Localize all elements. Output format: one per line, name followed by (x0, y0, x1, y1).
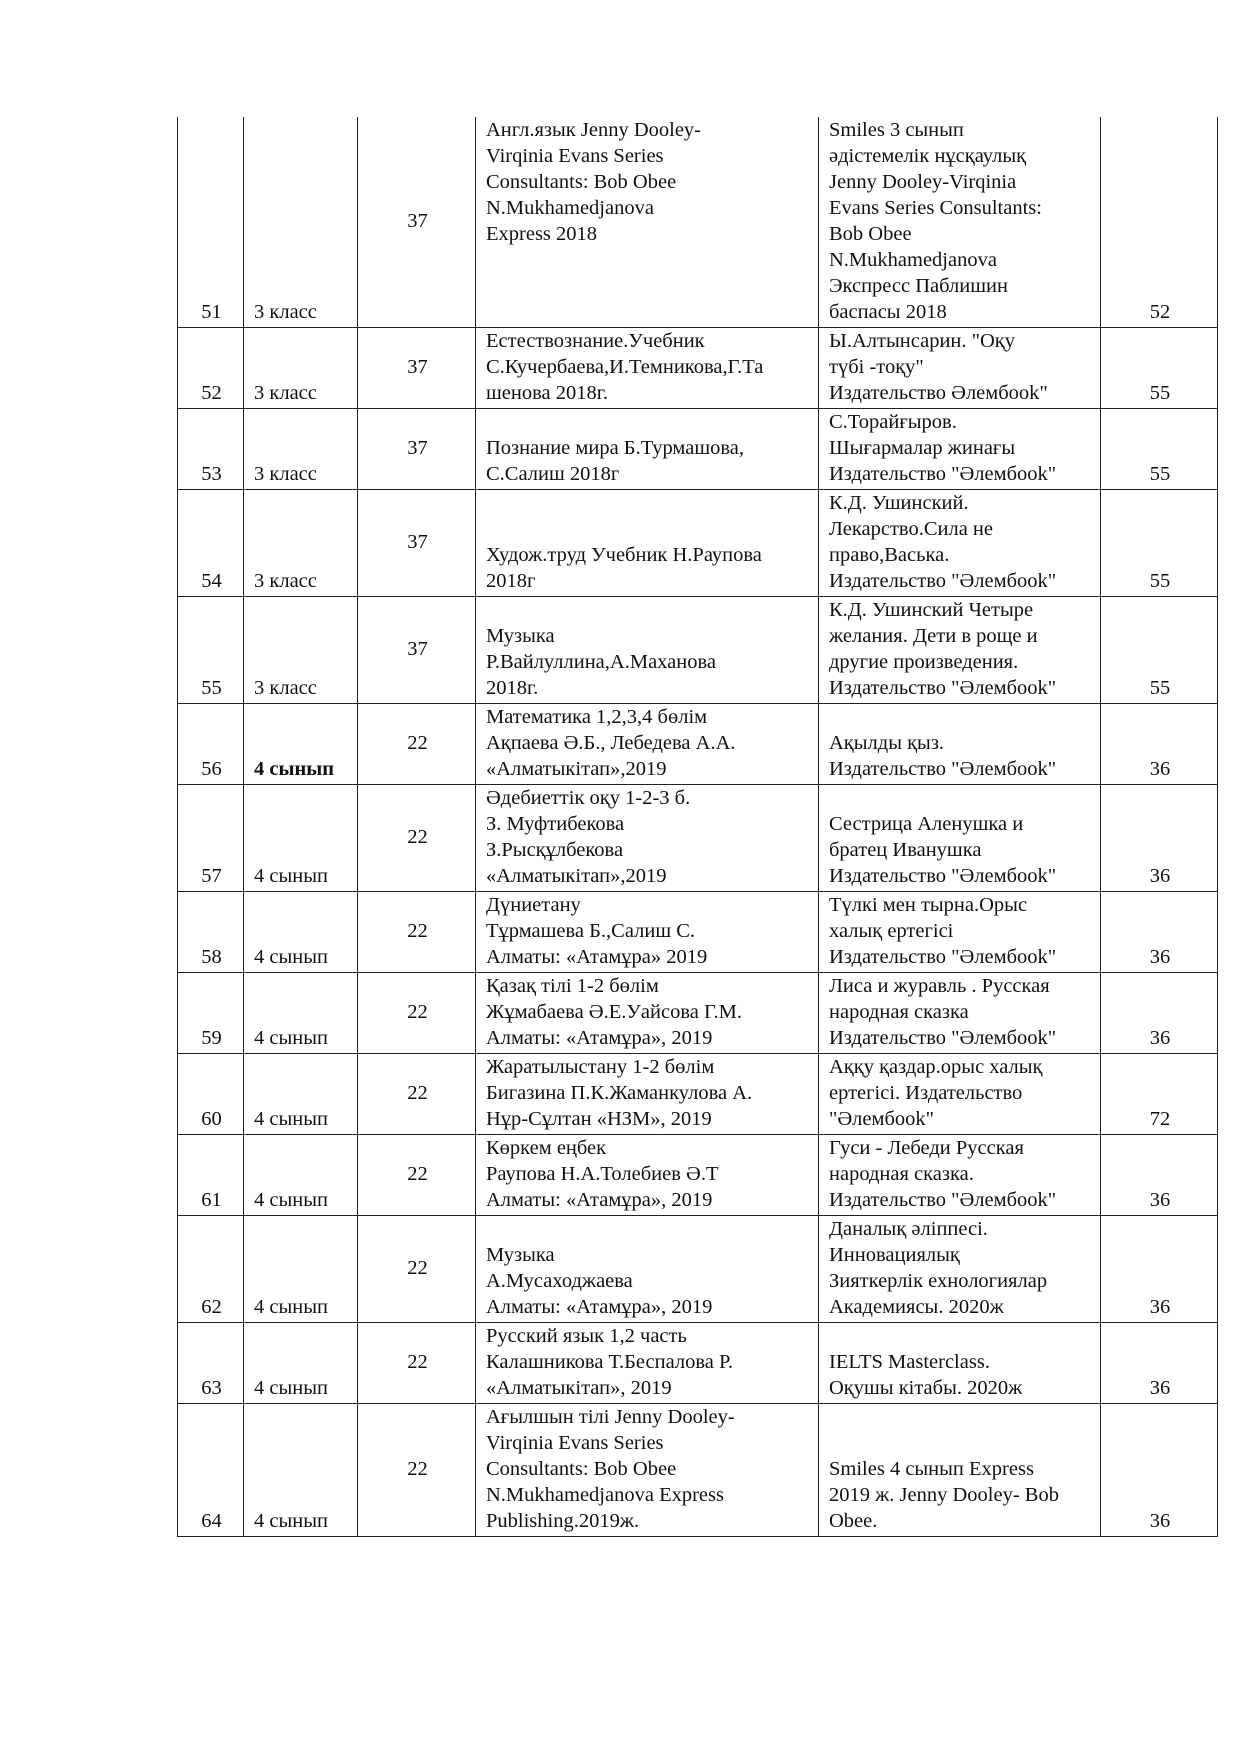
textbook-cell (476, 1404, 819, 1537)
table-row (178, 490, 1218, 597)
reading-book-cell-text: К.Д. Ушинский Четыре желания. Дети в роще и другие произведения. Издательство "Әлембook" (829, 599, 1057, 699)
quantity-cell-text: 22 (407, 1351, 428, 1373)
grade-cell (244, 409, 358, 490)
row-number-text: 52 (201, 382, 222, 404)
textbook-cell (476, 892, 819, 973)
textbook-cell (476, 704, 819, 785)
textbook-cell-text: Музыка Р.Вайлуллина,А.Маханова 2018г. (486, 625, 716, 699)
table-row (178, 1054, 1218, 1135)
grade-cell-text: 4 сынып (254, 946, 328, 968)
reading-book-cell-text: Даналық әліппесі. Инновациялық Зияткерлік ехнологиялар Академиясы. 2020ж (829, 1218, 1048, 1318)
quantity-cell-text: 37 (407, 638, 428, 660)
reading-book-cell-text: Сестрица Аленушка и братец Иванушка Издательство "Әлембook" (829, 813, 1057, 887)
total-cell (1101, 1323, 1218, 1404)
grade-cell-text: 4 сынып (254, 865, 328, 887)
reading-book-cell-text: Ақылды қыз. Издательство "Әлембook" (829, 732, 1057, 780)
textbook-cell (476, 785, 819, 892)
quantity-cell-text: 22 (407, 1001, 428, 1023)
textbook-cell (476, 1323, 819, 1404)
grade-cell-text: 3 класс (254, 677, 317, 699)
quantity-cell (358, 1135, 476, 1216)
quantity-cell-text: 22 (407, 1082, 428, 1104)
book-inventory-table (177, 117, 1218, 1537)
total-cell-text: 36 (1149, 758, 1171, 780)
row-number-text: 57 (201, 865, 222, 887)
row-number-text: 62 (201, 1296, 222, 1318)
grade-cell-text: 3 класс (254, 570, 317, 592)
grade-cell-text: 3 класс (254, 382, 317, 404)
textbook-cell (476, 328, 819, 409)
total-cell-text: 36 (1149, 865, 1171, 887)
grade-cell (244, 973, 358, 1054)
table-row (178, 1323, 1218, 1404)
grade-cell-text: 4 сынып (254, 1377, 328, 1399)
reading-book-cell-text: С.Торайғыров. Шығармалар жинағы Издательство "Әлембook" (829, 411, 1057, 485)
textbook-cell-text: Познание мира Б.Турмашова, С.Салиш 2018г (486, 437, 744, 485)
reading-book-cell-text: Аққу қаздар.орыс халық ертегісі. Издательство "Әлембook" (829, 1056, 1043, 1130)
quantity-cell (358, 892, 476, 973)
quantity-cell (358, 785, 476, 892)
textbook-cell-text: Худож.труд Учебник Н.Раупова 2018г (486, 544, 762, 592)
textbook-cell-text: Естествознание.Учебник С.Кучербаева,И.Темникова,Г.Та шенова 2018г. (486, 330, 764, 404)
textbook-cell (476, 597, 819, 704)
reading-book-cell (819, 328, 1101, 409)
grade-cell (244, 1404, 358, 1537)
row-number-text: 58 (201, 946, 222, 968)
total-cell (1101, 1216, 1218, 1323)
reading-book-cell-text: Гуси - Лебеди Русская народная сказка. Издательство "Әлембook" (829, 1137, 1057, 1211)
reading-book-cell (819, 1054, 1101, 1135)
total-cell-text: 55 (1149, 382, 1171, 404)
total-cell-text: 55 (1149, 570, 1171, 592)
grade-cell-text: 4 сынып (254, 1027, 328, 1049)
grade-cell-text: 3 класс (254, 463, 317, 485)
grade-cell (244, 785, 358, 892)
total-cell-text: 72 (1149, 1108, 1171, 1130)
table-row (178, 328, 1218, 409)
grade-cell (244, 704, 358, 785)
textbook-cell (476, 490, 819, 597)
reading-book-cell (819, 704, 1101, 785)
table-row (178, 785, 1218, 892)
row-number (178, 785, 244, 892)
row-number-text: 61 (201, 1189, 222, 1211)
quantity-cell-text: 37 (407, 437, 428, 459)
total-cell-text: 36 (1149, 1189, 1171, 1211)
reading-book-cell (819, 892, 1101, 973)
total-cell-text: 36 (1149, 1027, 1171, 1049)
textbook-cell-text: Әдебиеттік оқу 1-2-3 б. З. Муфтибекова З.Рысқұлбекова «Алматыкітап»,2019 (486, 787, 691, 887)
quantity-cell (358, 1323, 476, 1404)
total-cell (1101, 490, 1218, 597)
total-cell (1101, 892, 1218, 973)
textbook-cell-text: Жаратылыстану 1-2 бөлім Бигазина П.К.Жаманкулова А. Нұр-Сұлтан «НЗМ», 2019 (486, 1056, 753, 1130)
quantity-cell-text: 22 (407, 732, 428, 754)
total-cell (1101, 597, 1218, 704)
row-number (178, 1054, 244, 1135)
grade-cell (244, 1216, 358, 1323)
quantity-cell (358, 1054, 476, 1135)
table-row (178, 597, 1218, 704)
total-cell-text: 36 (1149, 1296, 1171, 1318)
table-row (178, 117, 1218, 328)
row-number-text: 63 (201, 1377, 222, 1399)
textbook-cell-text: Русский язык 1,2 часть Калашникова Т.Беспалова Р. «Алматыкітап», 2019 (486, 1325, 733, 1399)
row-number (178, 409, 244, 490)
reading-book-cell (819, 1135, 1101, 1216)
total-cell-text: 36 (1149, 1377, 1171, 1399)
total-cell (1101, 1404, 1218, 1537)
quantity-cell (358, 328, 476, 409)
table-row (178, 1404, 1218, 1537)
reading-book-cell (819, 597, 1101, 704)
quantity-cell (358, 1404, 476, 1537)
reading-book-cell (819, 973, 1101, 1054)
grade-cell (244, 490, 358, 597)
grade-cell-text: 3 класс (254, 301, 317, 323)
grade-cell (244, 597, 358, 704)
textbook-cell-text: Көркем еңбек Раупова Н.А.Толебиев Ә.Т Алматы: «Атамұра», 2019 (486, 1137, 719, 1211)
reading-book-cell-text: IELTS Masterclass. Оқушы кітабы. 2020ж (829, 1351, 1023, 1399)
reading-book-cell (819, 490, 1101, 597)
quantity-cell (358, 409, 476, 490)
grade-cell-text: 4 сынып (254, 1108, 328, 1130)
row-number-text: 54 (201, 570, 222, 592)
reading-book-cell-text: Ы.Алтынсарин. "Оқу түбі -тоқу" Издательство Әлембook" (829, 330, 1048, 404)
total-cell-text: 55 (1149, 463, 1171, 485)
row-number-text: 53 (201, 463, 222, 485)
row-number (178, 1323, 244, 1404)
quantity-cell (358, 704, 476, 785)
table-body (178, 117, 1218, 1537)
reading-book-cell (819, 1216, 1101, 1323)
reading-book-cell-text: К.Д. Ушинский. Лекарство.Сила не право,Васька. Издательство "Әлембook" (829, 492, 1057, 592)
total-cell (1101, 785, 1218, 892)
total-cell (1101, 704, 1218, 785)
textbook-cell-text: Қазақ тілі 1-2 бөлім Жұмабаева Ә.Е.Уайсова Г.М. Алматы: «Атамұра», 2019 (486, 975, 742, 1049)
row-number (178, 1135, 244, 1216)
grade-cell-text: 4 сынып (254, 1189, 328, 1211)
total-cell (1101, 973, 1218, 1054)
total-cell (1101, 1135, 1218, 1216)
textbook-cell (476, 409, 819, 490)
grade-cell-text: 4 сынып (254, 758, 335, 780)
total-cell-text: 52 (1149, 301, 1171, 323)
grade-cell-text: 4 сынып (254, 1296, 328, 1318)
total-cell (1101, 409, 1218, 490)
row-number (178, 1404, 244, 1537)
row-number (178, 1216, 244, 1323)
total-cell (1101, 117, 1218, 328)
textbook-cell-text: Математика 1,2,3,4 бөлім Ақпаева Ә.Б., Лебедева А.А. «Алматыкітап»,2019 (486, 706, 736, 780)
table-row (178, 704, 1218, 785)
reading-book-cell (819, 117, 1101, 328)
table-row (178, 892, 1218, 973)
reading-book-cell-text: Түлкі мен тырна.Орыс халық ертегісі Издательство "Әлембook" (829, 894, 1057, 968)
textbook-cell (476, 1054, 819, 1135)
textbook-cell-text: Дүниетану Тұрмашева Б.,Салиш С. Алматы: «Атамұра» 2019 (486, 894, 708, 968)
total-cell-text: 55 (1149, 677, 1171, 699)
quantity-cell (358, 117, 476, 328)
reading-book-cell (819, 409, 1101, 490)
textbook-cell (476, 1135, 819, 1216)
quantity-cell-text: 37 (407, 531, 428, 553)
quantity-cell-text: 22 (407, 826, 428, 848)
row-number-text: 56 (201, 758, 222, 780)
row-number-text: 51 (201, 301, 222, 323)
row-number (178, 328, 244, 409)
quantity-cell-text: 22 (407, 1458, 428, 1480)
total-cell (1101, 1054, 1218, 1135)
row-number (178, 490, 244, 597)
row-number-text: 59 (201, 1027, 222, 1049)
quantity-cell (358, 973, 476, 1054)
row-number (178, 973, 244, 1054)
table-row (178, 1216, 1218, 1323)
textbook-cell-text: Музыка А.Мусаходжаева Алматы: «Атамұра», 2019 (486, 1244, 713, 1318)
total-cell-text: 36 (1149, 1510, 1171, 1532)
grade-cell (244, 892, 358, 973)
reading-book-cell-text: Лиса и журавль . Русская народная сказка Издательство "Әлембook" (829, 975, 1057, 1049)
grade-cell (244, 1135, 358, 1216)
row-number (178, 704, 244, 785)
grade-cell (244, 328, 358, 409)
quantity-cell-text: 37 (407, 356, 428, 378)
table-row (178, 973, 1218, 1054)
grade-cell (244, 1323, 358, 1404)
reading-book-cell (819, 1404, 1101, 1537)
table-row (178, 1135, 1218, 1216)
quantity-cell-text: 37 (407, 210, 428, 232)
total-cell (1101, 328, 1218, 409)
textbook-cell (476, 117, 819, 328)
total-cell-text: 36 (1149, 946, 1171, 968)
table-row (178, 409, 1218, 490)
textbook-cell-text: Ағылшын тілі Jenny Dooley- Virqinia Evans Series Consultants: Bob Obee N.Mukhamedjanova Express Publishing.2019ж. (486, 1406, 735, 1532)
quantity-cell (358, 1216, 476, 1323)
quantity-cell (358, 490, 476, 597)
quantity-cell-text: 22 (407, 1163, 428, 1185)
reading-book-cell (819, 1323, 1101, 1404)
row-number (178, 892, 244, 973)
reading-book-cell-text: Smiles 3 сынып әдістемелік нұсқаулық Jenny Dooley-Virqinia Evans Series Consultants: Bob Obee N.Mukhamedjanova Экспресс Паблишин баспасы 2018 (829, 119, 1042, 323)
reading-book-cell-text: Smiles 4 сынып Express 2019 ж. Jenny Dooley- Bob Obee. (829, 1458, 1059, 1532)
textbook-cell (476, 973, 819, 1054)
reading-book-cell (819, 785, 1101, 892)
textbook-cell-text: Англ.язык Jenny Dooley- Virqinia Evans Series Consultants: Bob Obee N.Mukhamedjanova Express 2018 (486, 119, 702, 245)
row-number-text: 55 (201, 677, 222, 699)
row-number-text: 60 (201, 1108, 222, 1130)
grade-cell (244, 1054, 358, 1135)
row-number (178, 117, 244, 328)
quantity-cell-text: 22 (407, 920, 428, 942)
row-number-text: 64 (201, 1510, 222, 1532)
grade-cell-text: 4 сынып (254, 1510, 328, 1532)
quantity-cell-text: 22 (407, 1257, 428, 1279)
quantity-cell (358, 597, 476, 704)
grade-cell (244, 117, 358, 328)
row-number (178, 597, 244, 704)
textbook-cell (476, 1216, 819, 1323)
